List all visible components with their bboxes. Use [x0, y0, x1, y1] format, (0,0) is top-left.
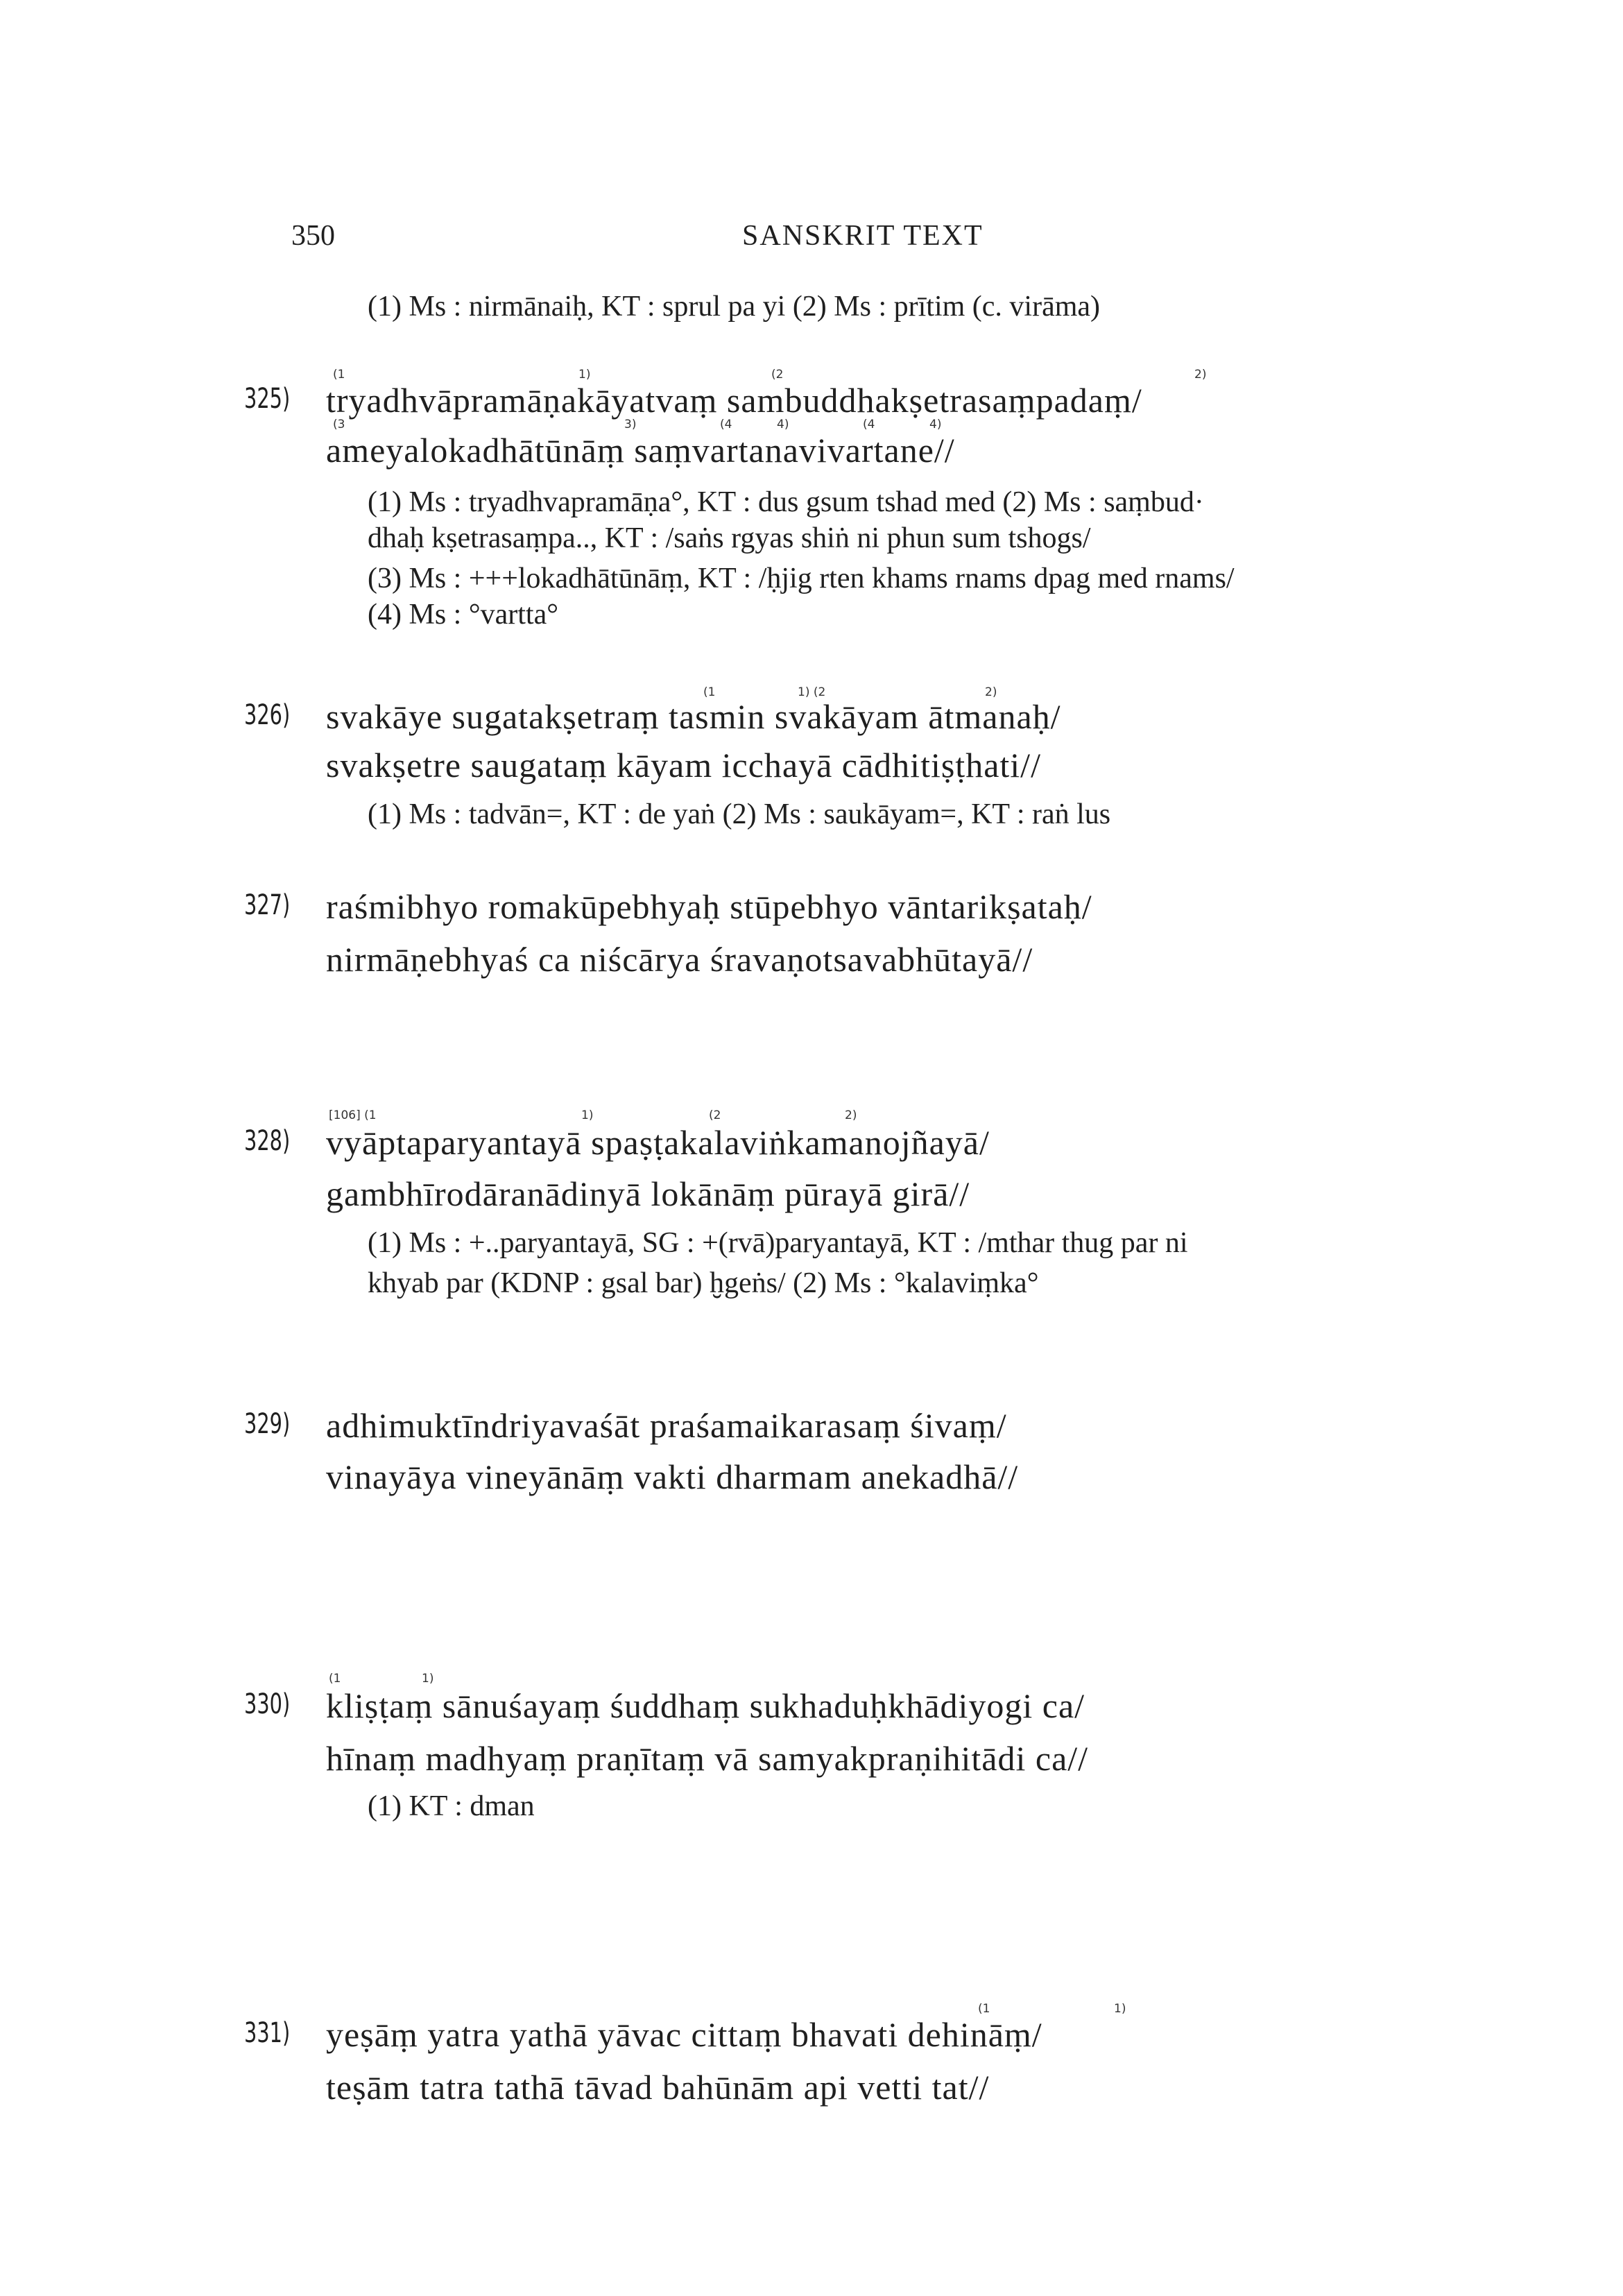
verse-line: svakāye sugatakṣetraṃ tasmin svakāyam ātmanaḥ/ — [326, 697, 1061, 736]
variant-marker: 4) — [777, 418, 789, 431]
footnote-line: (4) Ms : °vartta° — [368, 599, 559, 631]
variant-marker: (1 — [703, 685, 716, 699]
variant-marker: (2 — [709, 1108, 721, 1122]
page-header — [291, 219, 1540, 261]
variant-marker: 2) — [845, 1108, 857, 1122]
verse-line: gambhīrodāranādinyā lokānāṃ pūrayā girā// — [326, 1174, 970, 1213]
variant-marker: (4 — [720, 418, 732, 431]
carryover-footnote: (1) Ms : nirmānaiḥ, KT : sprul pa yi (2) Ms : prītim (c. virāma) — [368, 291, 1101, 323]
verse-number: 328) — [244, 1125, 291, 1157]
variant-marker: 4) — [929, 418, 942, 431]
verse-line: ameyalokadhātūnāṃ saṃvartanavivartane// — [326, 431, 955, 470]
verse-line: teṣām tatra tathā tāvad bahūnām api vetti tat// — [326, 2068, 990, 2107]
footnote-line: (3) Ms : +++lokadhātūnāṃ, KT : /ḥjig rten khams rnams dpag med rnams/ — [368, 563, 1235, 594]
variant-marker: (1 — [333, 368, 345, 382]
verse-line: nirmāṇebhyaś ca niścārya śravaṇotsavabhūtayā// — [326, 940, 1033, 979]
verse-number: 331) — [244, 2017, 291, 2049]
verse-line: adhimuktīndriyavaśāt praśamaikarasaṃ śivaṃ/ — [326, 1406, 1007, 1445]
variant-marker: (1 — [329, 1672, 341, 1686]
variant-marker: 1) — [422, 1672, 434, 1686]
variant-marker: 1) — [581, 1108, 594, 1122]
variant-marker: (1 — [978, 2002, 990, 2016]
variant-marker: 2) — [1194, 368, 1207, 382]
variant-marker: (3 — [333, 418, 345, 431]
verse-number: 326) — [244, 699, 291, 731]
verse-line: raśmibhyo romakūpebhyaḥ stūpebhyo vāntarikṣataḥ/ — [326, 887, 1092, 926]
verse-number: 329) — [244, 1408, 291, 1440]
verse-number: 327) — [244, 889, 291, 921]
variant-marker: 1) (2 — [798, 685, 826, 699]
verse-line: vinayāya vineyānāṃ vakti dharmam anekadhā// — [326, 1457, 1019, 1496]
verse-line: svakṣetre saugataṃ kāyam icchayā cādhitiṣṭhati// — [326, 746, 1041, 785]
verse-line: tryadhvāpramāṇakāyatvaṃ sambuddhakṣetrasaṃpadaṃ/ — [326, 381, 1142, 420]
verse-number: 330) — [244, 1688, 291, 1720]
page-number: 350 — [291, 220, 335, 252]
footnote-line: (1) Ms : +..paryantayā, SG : +(rvā)paryantayā, KT : /mthar thug par ni — [368, 1227, 1188, 1259]
variant-marker: 2) — [985, 685, 997, 699]
verse-line: vyāptaparyantayā spaṣṭakalaviṅkamanojñayā/ — [326, 1123, 990, 1162]
running-title: SANSKRIT TEXT — [742, 220, 984, 252]
variant-marker: 1) — [578, 368, 591, 382]
variant-marker: (4 — [863, 418, 875, 431]
footnote-line: dhaḥ kṣetrasaṃpa.., KT : /saṅs rgyas shiṅ ni phun sum tshogs/ — [368, 522, 1091, 554]
verse-number: 325) — [244, 383, 291, 415]
footnote-line: (1) Ms : tryadhvapramāṇa°, KT : dus gsum tshad med (2) Ms : saṃbud· — [368, 486, 1204, 518]
variant-marker: 1) — [1114, 2002, 1126, 2016]
footnote-line: khyab par (KDNP : gsal bar) ḫgeṅs/ (2) Ms : °kalaviṃka° — [368, 1267, 1039, 1299]
variant-marker: 3) — [624, 418, 637, 431]
verse-line: yeṣāṃ yatra yathā yāvac cittaṃ bhavati dehināṃ/ — [326, 2015, 1042, 2054]
footnote-line: (1) KT : dman — [368, 1790, 535, 1822]
verse-line: kliṣṭaṃ sānuśayaṃ śuddhaṃ sukhaduḥkhādiyogi ca/ — [326, 1686, 1085, 1725]
variant-marker: (2 — [771, 368, 784, 382]
footnote-line: (1) Ms : tadvān=, KT : de yaṅ (2) Ms : saukāyam=, KT : raṅ lus — [368, 798, 1111, 830]
verse-line: hīnaṃ madhyaṃ praṇītaṃ vā samyakpraṇihitādi ca// — [326, 1739, 1089, 1778]
variant-marker: [106] (1 — [329, 1108, 377, 1122]
